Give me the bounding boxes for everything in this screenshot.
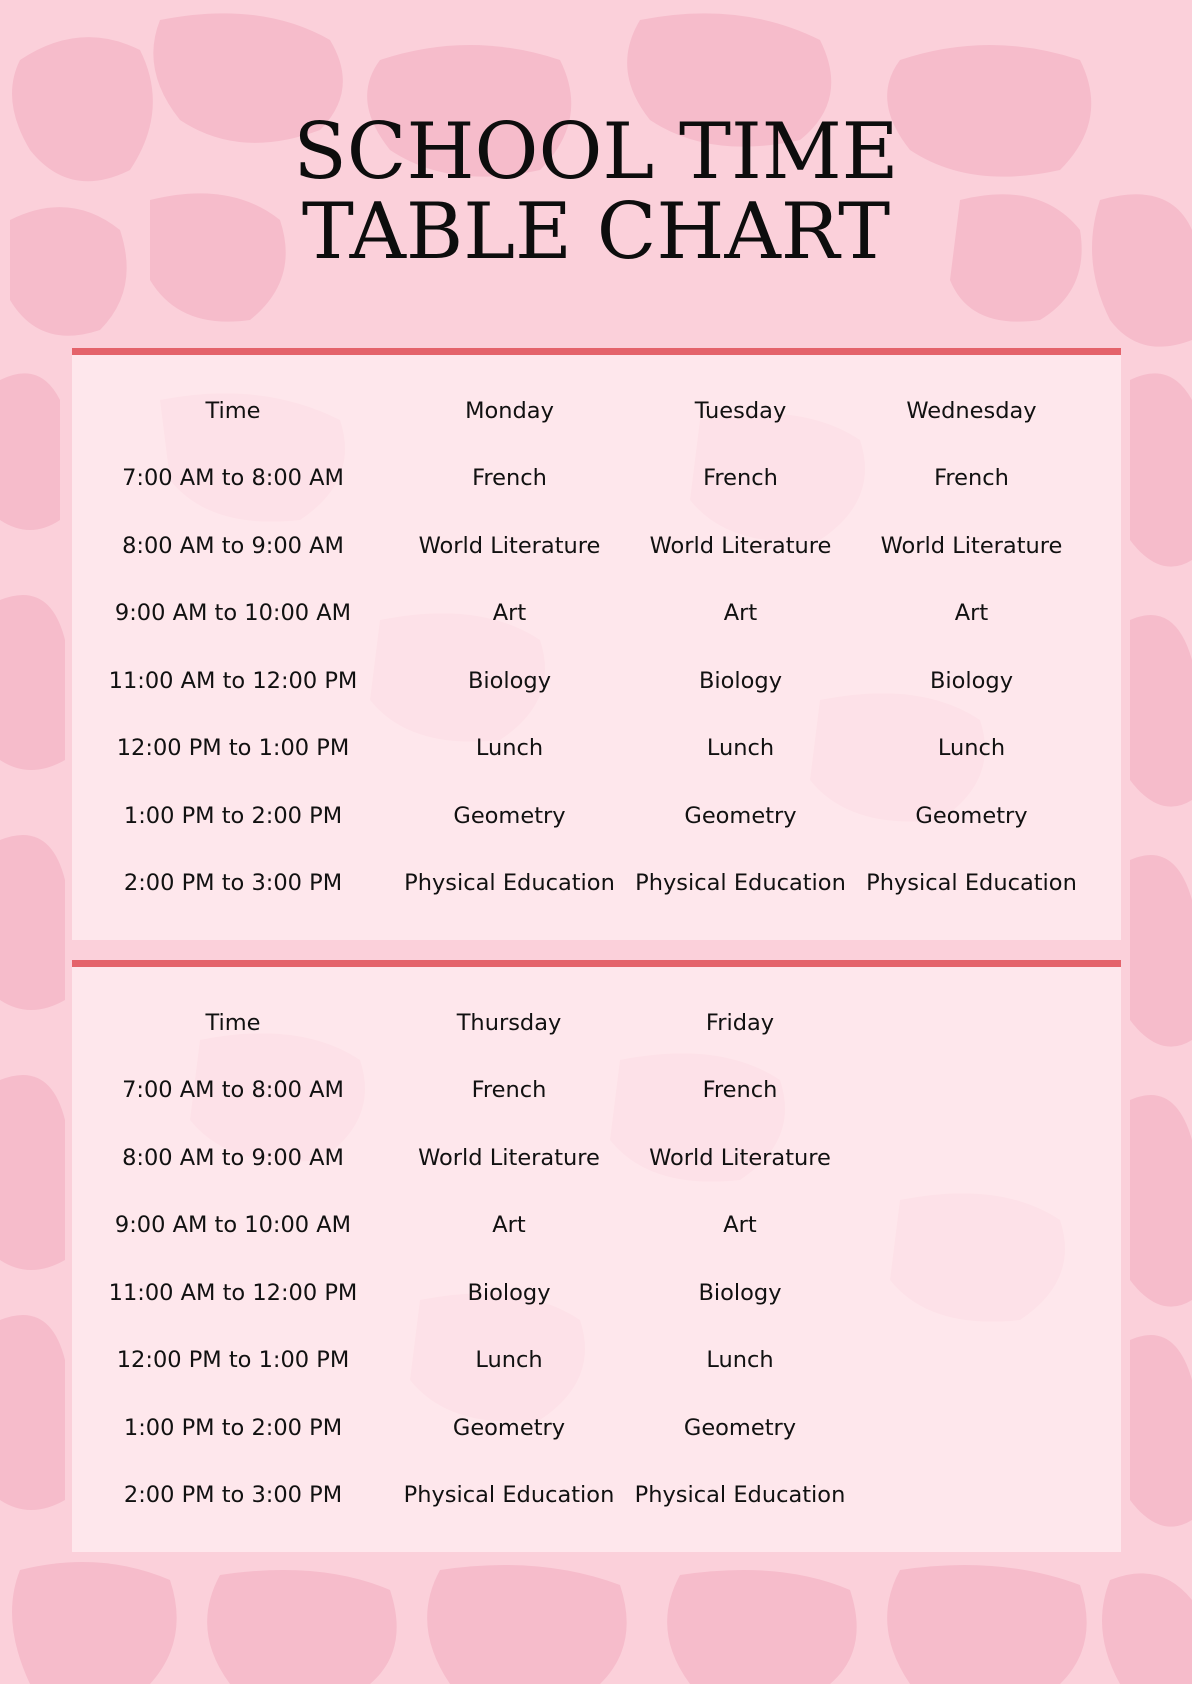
column-header-monday: Monday <box>465 397 554 424</box>
time-cell: 11:00 AM to 12:00 PM <box>108 667 358 694</box>
subject-cell: Biology <box>467 1279 551 1306</box>
page-title <box>0 107 1192 277</box>
time-cell: 9:00 AM to 10:00 AM <box>114 600 352 627</box>
title-line-1: SCHOOL TIME <box>293 107 899 197</box>
column-header-thursday: Thursday <box>456 1009 562 1036</box>
time-cell: 2:00 PM to 3:00 PM <box>123 1482 343 1509</box>
table-row <box>72 512 1087 580</box>
table-row <box>72 1259 856 1327</box>
table-row <box>72 580 1087 648</box>
time-cell: 2:00 PM to 3:00 PM <box>123 870 343 897</box>
subject-cell: World Literature <box>880 532 1063 559</box>
subject-cell: Biology <box>698 667 783 694</box>
table-row <box>72 782 1087 850</box>
subject-cell: Geometry <box>453 802 566 829</box>
subject-cell: World Literature <box>649 1144 831 1171</box>
subject-cell: Lunch <box>937 735 1006 762</box>
subject-cell: Lunch <box>475 1347 543 1374</box>
table-row <box>72 1462 856 1530</box>
table-row <box>72 1394 856 1462</box>
column-header-friday: Friday <box>705 1009 775 1036</box>
subject-cell: Geometry <box>452 1414 566 1441</box>
subject-cell: French <box>471 1077 547 1104</box>
subject-cell: Art <box>723 600 758 627</box>
table-row <box>72 850 1087 918</box>
table-row <box>72 647 1087 715</box>
subject-cell: World Literature <box>649 532 832 559</box>
subject-cell: Physical Education <box>866 870 1077 897</box>
timetable-panel-mon-wed <box>72 348 1121 940</box>
table-header-row <box>72 989 856 1057</box>
subject-cell: Art <box>492 1212 526 1239</box>
column-header-time: Time <box>205 397 261 424</box>
time-cell: 1:00 PM to 2:00 PM <box>123 1414 343 1441</box>
time-cell: 7:00 AM to 8:00 AM <box>122 465 344 492</box>
column-header-time: Time <box>205 1009 261 1036</box>
subject-cell: Lunch <box>706 1347 774 1374</box>
column-header-wednesday: Wednesday <box>906 397 1037 424</box>
subject-cell: Physical Education <box>403 1482 615 1509</box>
table-row <box>72 445 1087 513</box>
time-cell: 12:00 PM to 1:00 PM <box>116 735 350 762</box>
time-cell: 12:00 PM to 1:00 PM <box>116 1347 350 1374</box>
time-cell: 8:00 AM to 9:00 AM <box>122 532 344 559</box>
subject-cell: Physical Education <box>634 1482 846 1509</box>
subject-cell: Physical Education <box>404 870 615 897</box>
table-header-row <box>72 377 1087 445</box>
subject-cell: Geometry <box>915 802 1028 829</box>
table-row <box>72 715 1087 783</box>
table-row <box>72 1124 856 1192</box>
table-row <box>72 1057 856 1125</box>
subject-cell: Biology <box>698 1279 782 1306</box>
subject-cell: French <box>472 465 547 492</box>
time-cell: 1:00 PM to 2:00 PM <box>123 802 343 829</box>
title-line-2: TABLE CHART <box>301 187 891 277</box>
time-cell: 8:00 AM to 9:00 AM <box>122 1144 344 1171</box>
subject-cell: Physical Education <box>635 870 846 897</box>
subject-cell: World Literature <box>418 1144 600 1171</box>
column-header-tuesday: Tuesday <box>694 397 787 424</box>
table-row <box>72 1327 856 1395</box>
time-cell: 7:00 AM to 8:00 AM <box>122 1077 344 1104</box>
timetable-thu-fri <box>72 989 856 1529</box>
subject-cell: French <box>702 1077 778 1104</box>
subject-cell: Geometry <box>683 1414 797 1441</box>
timetable-panel-thu-fri <box>72 960 1121 1552</box>
subject-cell: Biology <box>467 667 552 694</box>
subject-cell: Art <box>723 1212 757 1239</box>
time-cell: 11:00 AM to 12:00 PM <box>108 1279 358 1306</box>
subject-cell: Geometry <box>684 802 797 829</box>
subject-cell: French <box>703 465 778 492</box>
subject-cell: Biology <box>929 667 1014 694</box>
time-cell: 9:00 AM to 10:00 AM <box>114 1212 352 1239</box>
subject-cell: Lunch <box>706 735 775 762</box>
table-row <box>72 1192 856 1260</box>
subject-cell: Lunch <box>475 735 544 762</box>
subject-cell: World Literature <box>418 532 601 559</box>
subject-cell: French <box>934 465 1009 492</box>
subject-cell: Art <box>954 600 989 627</box>
timetable-mon-wed <box>72 377 1087 917</box>
subject-cell: Art <box>492 600 527 627</box>
